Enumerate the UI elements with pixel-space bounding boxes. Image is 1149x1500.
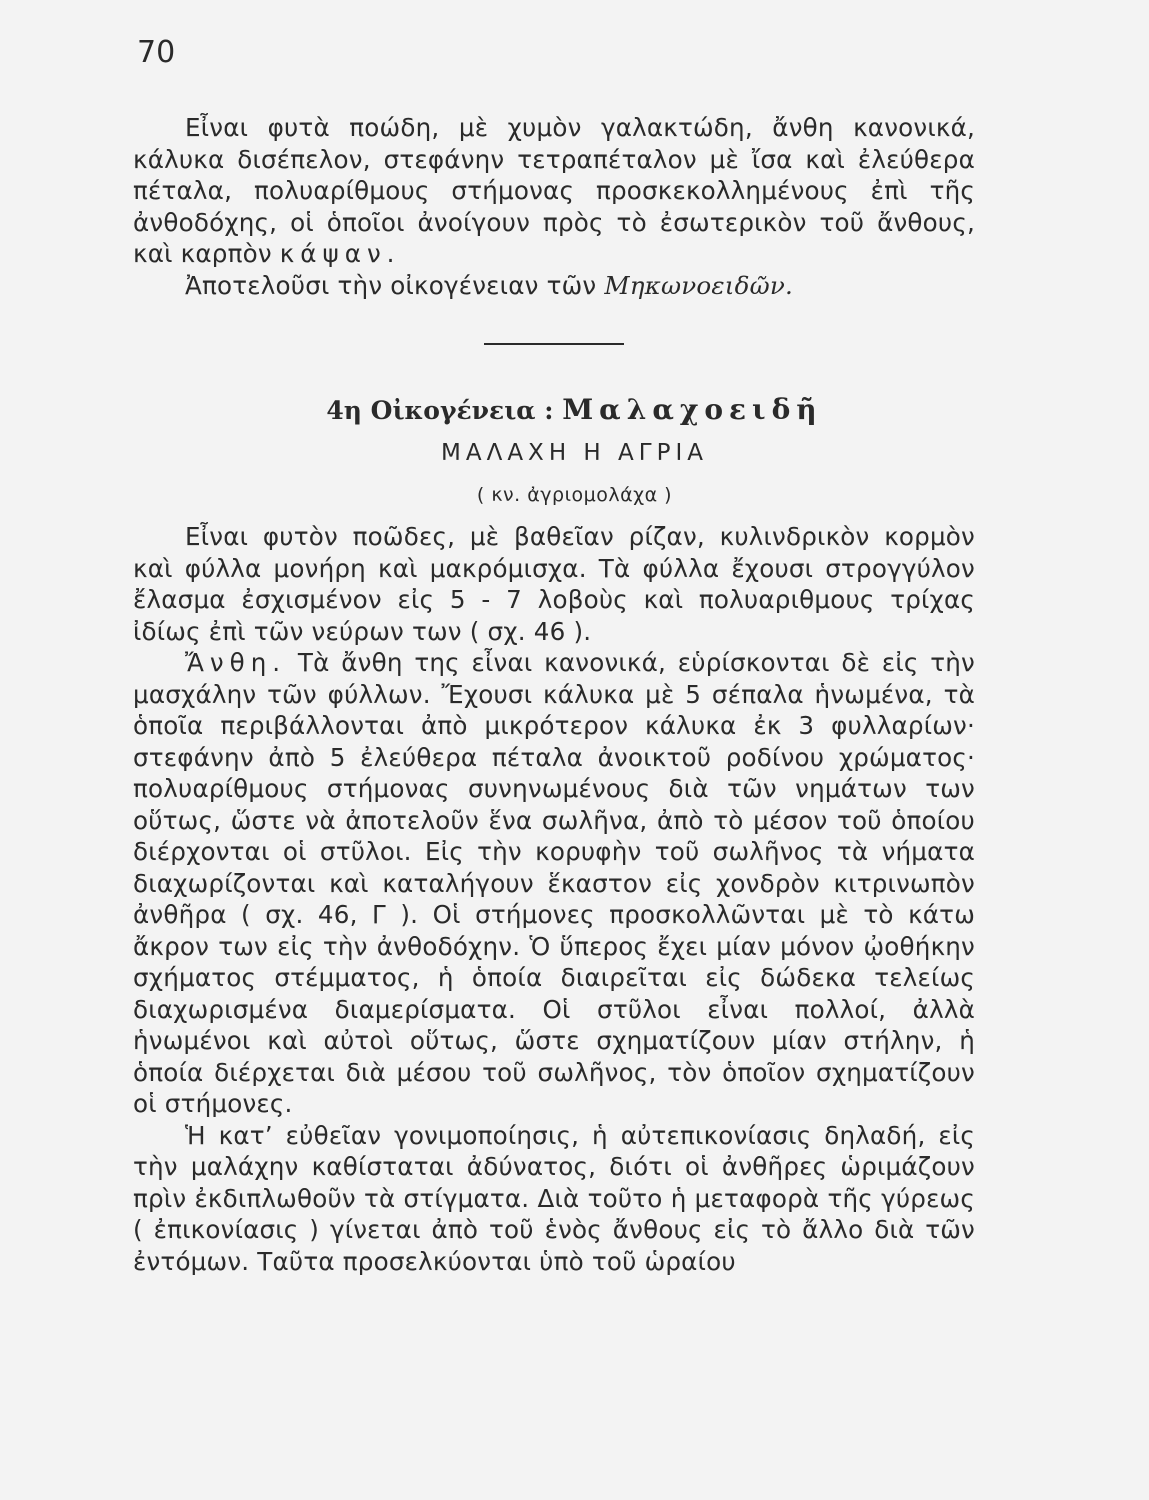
common-name: ( κν. ἀγριομολάχα ) <box>476 484 673 506</box>
flowers-paragraph-text: Τὰ ἄνθη της εἶναι κανονικά, εὑρίσκονται δὲ εἰς τὴν μασχάλην τῶν φύλλων. Ἔχουσι κάλυκα μὲ 5 σέπαλα ἡνωμένα, τὰ ὁποῖα περιβάλλονται ἀπὸ μικρότερον κάλυκα ἐκ 3 φυλλαρίων· στεφάνην ἀπὸ 5 ἐλεύθερα πέταλα ἀνοικτοῦ ροδίνου χρώματος· πολυαρίθμους στήμονας συνηνωμένους διὰ τῶν νημάτων των οὕτως, ὥστε νὰ ἀποτελοῦν ἕνα σωλῆνα, ἀπὸ τὸ μέσον τοῦ ὁποίου διέρχονται οἱ στῦλοι. Εἰς τὴν κορυφὴν τοῦ σωλῆνος τὰ νήματα διαχωρίζονται καὶ καταλήγουν ἕκαστον εἰς χονδρὸν κιτρινωπὸν ἀνθῆρα ( σχ. 46, Γ ). Οἱ στήμονες προσκολλῶνται μὲ τὸ κάτω ἄκρον των εἰς τὴν ἀνθοδόχην. Ὁ ὕπερος ἔχει μίαν μόνον ᾠοθήκην σχήματος στέμματος, ἡ ὁποία διαιρεῖται εἰς δώδεκα τελείως διαχωρισμένα διαμερίσματα. Οἱ στῦλοι εἶναι πολλοί, ἀλλὰ ἡνωμένοι καὶ αὐτοὶ οὕτως, ὥστε σχηματίζουν μίαν στήλην, ἡ ὁποία διέρχεται διὰ μέσου τοῦ σωλῆνος, τὸν ὁποῖον σχηματίζουν οἱ στήμονες. <box>133 648 975 1118</box>
intro-family-line <box>133 270 975 302</box>
family-heading <box>0 393 1149 426</box>
family-prefix: 4η Οἰκογένεια : <box>326 396 554 425</box>
pollination-paragraph: Ἡ κατ’ εὐθεῖαν γονιμοποίησις, ἡ αὐτεπικονίασις δηλαδή, εἰς τὴν μαλάχην καθίσταται ἀδύνατος, διότι οἱ ἀνθῆρες ὡριμάζουν πρὶν ἐκδιπλωθοῦν τὰ στίγματα. Διὰ τοῦτο ἡ μεταφορὰ τῆς γύρεως ( ἐπικονίασις ) γίνεται ἀπὸ τοῦ ἑνὸς ἄνθους εἰς τὸ ἄλλο διὰ τῶν ἐντόμων. Ταῦτα προσελκύονται ὑπὸ τοῦ ὡραίου <box>133 1120 975 1276</box>
intro-family-line-text: Ἀποτελοῦσι τὴν οἰκογένειαν τῶν <box>185 270 597 300</box>
section-divider <box>484 343 624 345</box>
flowers-paragraph <box>133 647 975 1120</box>
intro-spaced-word: κάψαν. <box>279 239 401 268</box>
body-text <box>133 521 975 1277</box>
intro-text <box>133 112 975 301</box>
flowers-spaced-word: Ἄνθη. <box>185 648 287 677</box>
family-name: Μαλαχοειδῆ <box>562 393 823 426</box>
species-heading: ΜΑΛΑΧΗ Η ΑΓΡΙΑ <box>441 440 708 466</box>
intro-paragraph <box>133 112 975 270</box>
intro-paragraph-text: Εἶναι φυτὰ ποώδη, μὲ χυμὸν γαλακτώδη, ἄνθη κανονικά, κάλυκα δισέπελον, στεφάνην τετραπέταλον μὲ ἴσα καὶ ἐλεύθερα πέταλα, πολυαρίθμους στήμονας προσκεκολλημένους ἐπὶ τῆς ἀνθοδόχης, οἱ ὁποῖοι ἀνοίγουν πρὸς τὸ ἐσωτερικὸν τοῦ ἄνθους, καὶ καρπὸν <box>133 113 975 268</box>
page-number: 70 <box>137 35 176 70</box>
description-paragraph: Εἶναι φυτὸν ποῶδες, μὲ βαθεῖαν ρίζαν, κυλινδρικὸν κορμὸν καὶ φύλλα μονήρη καὶ μακρόμισχα. Τὰ φύλλα ἔχουσι στρογγύλον ἔλασμα ἐσχισμένον εἰς 5 - 7 λοβοὺς καὶ πολυαριθμους τρίχας ἰδίως ἐπὶ τῶν νεύρων των ( σχ. 46 ). <box>133 522 975 646</box>
intro-family-name: Μηκωνοειδῶν. <box>604 270 794 300</box>
